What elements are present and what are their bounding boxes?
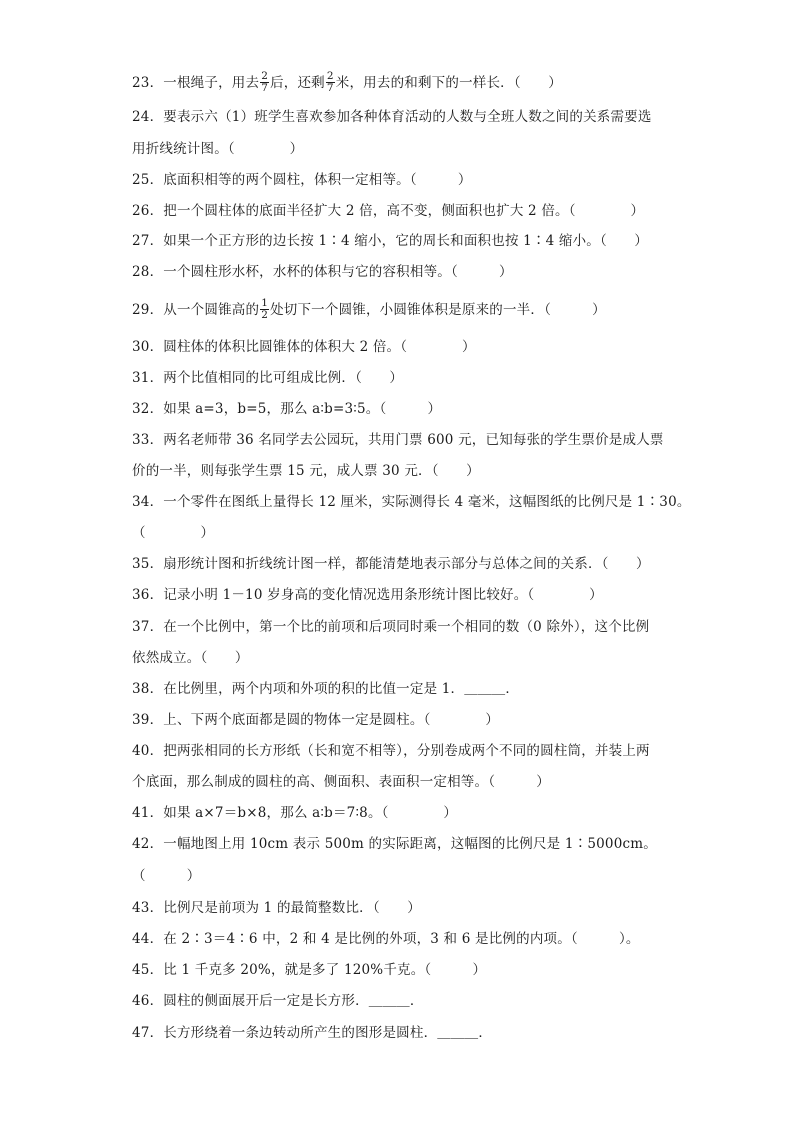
question-26: 26．把一个圆柱体的底面半径扩大 2 倍，高不变，侧面积也扩大 2 倍。（ ） bbox=[132, 203, 645, 219]
fraction bbox=[326, 71, 335, 94]
question-text: 米，用去的和剩下的一样长．（ ） bbox=[335, 75, 562, 91]
question-40-line-1: 40．把两张相同的长方形纸（长和宽不相等），分别卷成两个不同的圆柱筒，并装上两 bbox=[132, 743, 650, 759]
question-24-line-2: 用折线统计图。（ ） bbox=[132, 141, 304, 157]
question-36: 36．记录小明 1－10 岁身高的变化情况选用条形统计图比较好。（ ） bbox=[132, 587, 603, 603]
question-40-line-2: 个底面，那么制成的圆柱的高、侧面积、表面积一定相等。（ ） bbox=[132, 774, 550, 790]
question-44: 44．在 2∶3＝4∶6 中，2 和 4 是比例的外项，3 和 6 是比例的内项。（ ）。 bbox=[132, 931, 640, 947]
fraction-denominator: 2 bbox=[261, 309, 269, 321]
question-39: 39．上、下两个底面都是圆的物体一定是圆柱。（ ） bbox=[132, 712, 500, 728]
fraction-numerator: 1 bbox=[261, 297, 269, 309]
question-43: 43．比例尺是前项为 1 的最简整数比．（ ） bbox=[132, 900, 421, 916]
question-37-line-1: 37．在一个比例中，第一个比的前项和后项同时乘一个相同的数（0 除外），这个比例 bbox=[132, 619, 650, 635]
question-42-line-2: （ ） bbox=[132, 868, 201, 884]
question-33-line-1: 33．两名老师带 36 名同学去公园玩，共用门票 600 元，已知每张的学生票价是成人票 bbox=[132, 432, 664, 448]
question-27: 27．如果一个正方形的边长按 1∶4 缩小，它的周长和面积也按 1∶4 缩小。（ ） bbox=[132, 233, 649, 249]
question-42-line-1: 42．一幅地图上用 10cm 表示 500m 的实际距离，这幅图的比例尺是 1∶5000cm。 bbox=[132, 836, 657, 852]
question-text: 处切下一个圆锥，小圆锥体积是原来的一半．（ ） bbox=[270, 302, 606, 318]
question-30: 30．圆柱体的体积比圆锥体的体积大 2 倍。（ ） bbox=[132, 339, 476, 355]
question-34-line-2: （ ） bbox=[132, 525, 215, 541]
question-24-line-1: 24．要表示六（1）班学生喜欢参加各种体育活动的人数与全班人数之间的关系需要选 bbox=[132, 109, 652, 125]
question-28: 28．一个圆柱形水杯，水杯的体积与它的容积相等。（ ） bbox=[132, 264, 513, 280]
question-34-line-1: 34．一个零件在图纸上量得长 12 厘米，实际测得长 4 毫米，这幅图纸的比例尺是 1∶30。 bbox=[132, 494, 691, 510]
question-41: 41．如果 a×7＝b×8，那么 a∶b＝7∶8。（ ） bbox=[132, 805, 458, 821]
question-38: 38．在比例里，两个内项和外项的积的比值一定是 1．＿＿＿． bbox=[132, 681, 520, 697]
question-25: 25．底面积相等的两个圆柱，体积一定相等。（ ） bbox=[132, 172, 472, 188]
question-29 bbox=[132, 299, 734, 319]
fraction-denominator: 7 bbox=[326, 82, 334, 94]
fraction-denominator: 7 bbox=[261, 82, 269, 94]
question-31: 31．两个比值相同的比可组成比例．（ ） bbox=[132, 370, 404, 386]
fraction-numerator: 2 bbox=[326, 70, 334, 82]
fraction bbox=[260, 71, 269, 94]
question-45: 45．比 1 千克多 20%，就是多了 120%千克。（ ） bbox=[132, 962, 487, 978]
question-32: 32．如果 a=3，b=5，那么 a∶b=3∶5。（ ） bbox=[132, 401, 442, 417]
question-text: 后，还剩 bbox=[270, 75, 325, 91]
question-33-line-2: 价的一半，则每张学生票 15 元，成人票 30 元．（ ） bbox=[132, 463, 480, 479]
question-35: 35．扇形统计图和折线统计图一样，都能清楚地表示部分与总体之间的关系．（ ） bbox=[132, 556, 650, 572]
question-text: 29．从一个圆锥高的 bbox=[132, 302, 260, 318]
question-46: 46．圆柱的侧面展开后一定是长方形．＿＿＿． bbox=[132, 993, 424, 1009]
question-23 bbox=[132, 72, 734, 92]
question-37-line-2: 依然成立。（ ） bbox=[132, 650, 249, 666]
fraction bbox=[260, 298, 269, 321]
question-47: 47．长方形绕着一条边转动所产生的图形是圆柱．＿＿＿． bbox=[132, 1025, 493, 1041]
fraction-numerator: 2 bbox=[261, 70, 269, 82]
question-text: 23．一根绳子，用去 bbox=[132, 75, 260, 91]
